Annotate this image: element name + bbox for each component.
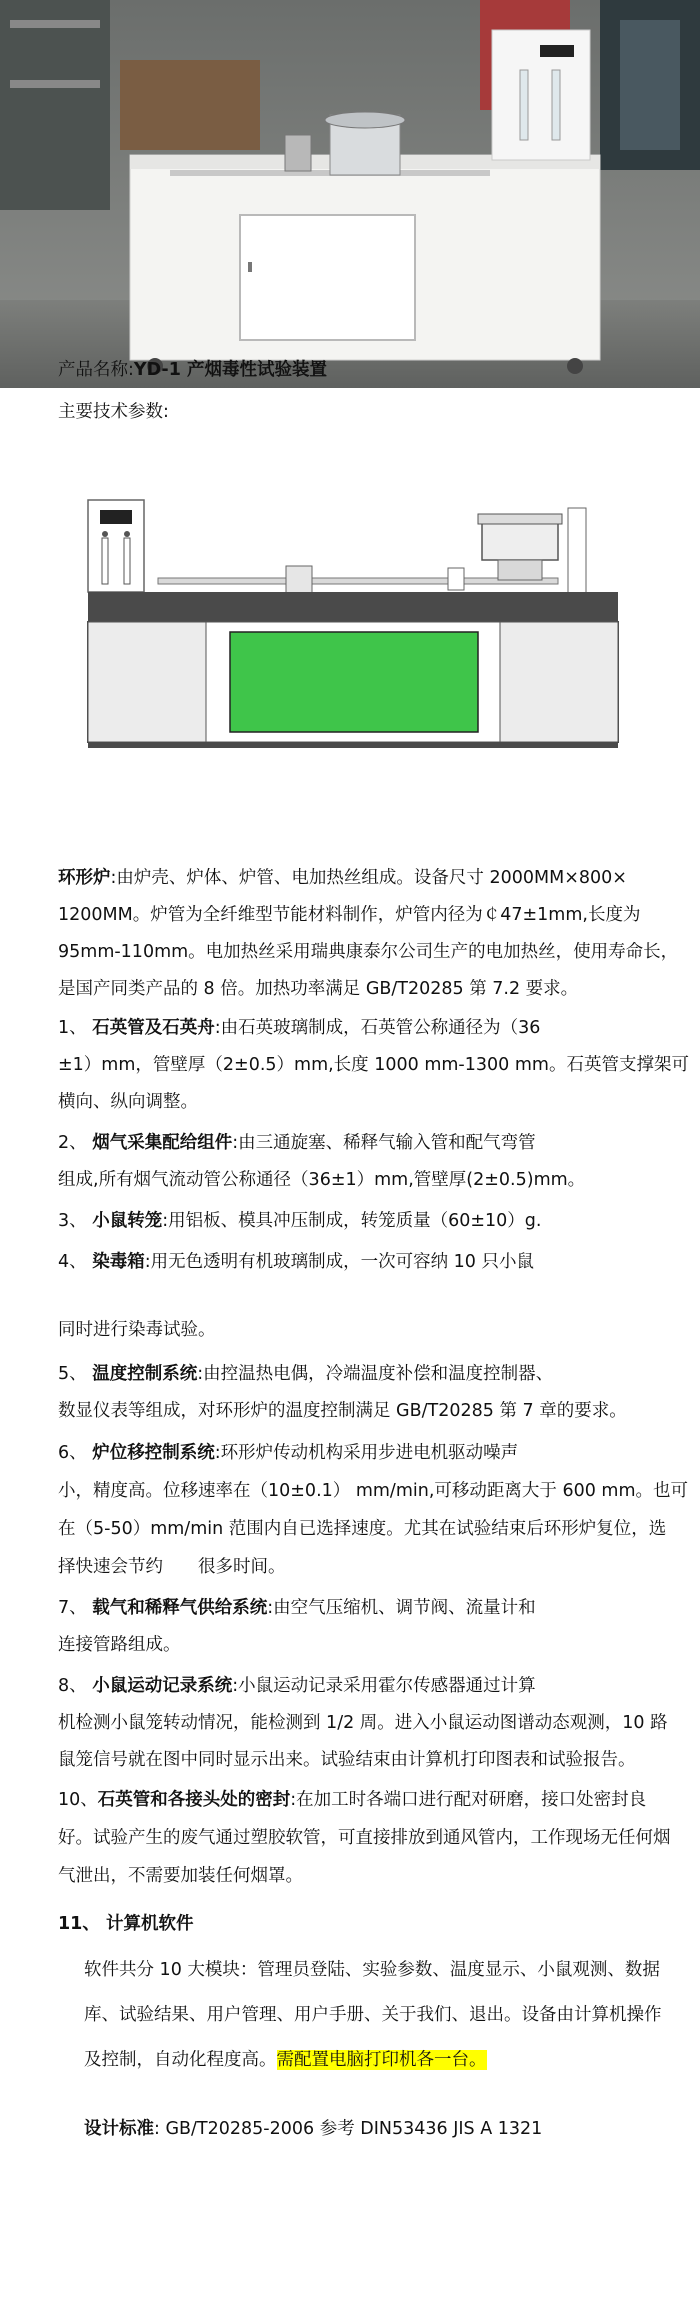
item-title: 石英管和各接头处的密封: [97, 1790, 291, 1810]
item-title: 小鼠运动记录系统: [92, 1676, 233, 1696]
product-name: YD-1 产烟毒性试验装置: [133, 360, 327, 380]
item-number: 8、: [58, 1676, 93, 1696]
para-text: 同时进行染毒试验。: [58, 1320, 216, 1340]
para-text: 择快速会节约 很多时间。: [58, 1557, 286, 1577]
para-text: :由石英玻璃制成，石英管公称通径为（36: [214, 1018, 541, 1038]
para-text: :在加工时各端口进行配对研磨，接口处密封良: [290, 1790, 647, 1810]
item-title: 烟气采集配给组件: [92, 1133, 233, 1153]
para-text: :由控温热电偶，冷端温度补偿和温度控制器、: [197, 1364, 554, 1384]
para-text: 气泄出，不需要加装任何烟罩。: [58, 1866, 303, 1886]
para-furnace-title: 环形炉: [58, 868, 111, 888]
para-text: 库、试验结果、用户管理、用户手册、关于我们、退出。设备由计算机操作: [84, 2005, 662, 2025]
device-schematic: [58, 488, 648, 840]
item-number: 3、: [58, 1211, 93, 1231]
para-text: ±1）mm，管壁厚（2±0.5）mm,长度 1000 mm-1300 mm。石英管支撑架可: [58, 1055, 689, 1075]
para-text: 横向、纵向调整。: [58, 1092, 198, 1112]
item-title: 石英管及石英舟: [92, 1018, 215, 1038]
para-text: 好。试验产生的废气通过塑胶软管，可直接排放到通风管内，工作现场无任何烟: [58, 1828, 671, 1848]
product-label: 产品名称:: [58, 360, 134, 380]
para-text: :由炉壳、炉体、炉管、电加热丝组成。设备尺寸 2000MM×800×: [110, 868, 627, 888]
para-text: 95mm-110mm。电加热丝采用瑞典康泰尔公司生产的电加热丝，使用寿命长，: [58, 942, 679, 962]
item-number: 5、: [58, 1364, 93, 1384]
para-text: :用无色透明有机玻璃制成，一次可容纳 10 只小鼠: [144, 1252, 534, 1272]
para-text: 小，精度高。位移速率在（10±0.1） mm/min,可移动距离大于 600 mm。也可: [58, 1481, 688, 1501]
para-text: 机检测小鼠笼转动情况，能检测到 1/2 周。进入小鼠运动图谱动态观测，10 路: [58, 1713, 668, 1733]
para-text: :环形炉传动机构采用步进电机驱动噪声: [214, 1443, 519, 1463]
product-name-line: [58, 358, 327, 382]
item-7: [58, 1596, 536, 1620]
design-standard-label: 设计标准: [84, 2119, 154, 2139]
item-2: [58, 1131, 536, 1155]
item-title: 温度控制系统: [92, 1364, 198, 1384]
para-text: :由空气压缩机、调节阀、流量计和: [267, 1598, 536, 1618]
para-text: :用铝板、模具冲压制成，转笼质量（60±10）g.: [162, 1211, 542, 1231]
item-1: [58, 1016, 540, 1040]
para-furnace-line-1: [58, 866, 627, 890]
para-text: 在（5-50）mm/min 范围内自已选择速度。尤其在试验结束后环形炉复位，选: [58, 1519, 667, 1539]
para-text: 连接管路组成。: [58, 1635, 181, 1655]
item-6: [58, 1441, 518, 1465]
computer-last-line: [84, 2048, 487, 2072]
para-text: 数显仪表等组成，对环形炉的温度控制满足 GB/T20285 第 7 章的要求。: [58, 1401, 627, 1421]
para-text: 是国产同类产品的 8 倍。加热功率满足 GB/T20285 第 7.2 要求。: [58, 979, 579, 999]
computer-heading: 11、 计算机软件: [58, 1914, 194, 1934]
para-text: 1200MM。炉管为全纤维型节能材料制作，炉管内径为￠47±1mm,长度为: [58, 905, 641, 925]
design-standard: [84, 2117, 542, 2141]
para-text: 软件共分 10 大模块：管理员登陆、实验参数、温度显示、小鼠观测、数据: [84, 1960, 660, 1980]
para-text: 鼠笼信号就在图中同时显示出来。试验结束由计算机打印图表和试验报告。: [58, 1750, 636, 1770]
tech-params-label: 主要技术参数:: [58, 402, 169, 422]
item-number: 7、: [58, 1598, 93, 1618]
item-title: 炉位移控制系统: [92, 1443, 215, 1463]
para-text: :小鼠运动记录采用霍尔传感器通过计算: [232, 1676, 536, 1696]
highlighted-note: 需配置电脑打印机各一台。: [276, 2050, 487, 2070]
item-8: [58, 1674, 536, 1698]
item-title: 染毒箱: [92, 1252, 145, 1272]
para-text: 组成,所有烟气流动管公称通径（36±1）mm,管壁厚(2±0.5)mm。: [58, 1170, 586, 1190]
item-4: [58, 1250, 534, 1274]
item-3: [58, 1209, 541, 1233]
item-5: [58, 1362, 553, 1386]
item-10: [58, 1788, 646, 1812]
item-number: 1、: [58, 1018, 93, 1038]
item-title: 小鼠转笼: [92, 1211, 163, 1231]
para-text: 及控制，自动化程度高。: [84, 2050, 277, 2070]
item-title: 载气和稀释气供给系统: [92, 1598, 268, 1618]
item-number: 6、: [58, 1443, 93, 1463]
item-number: 4、: [58, 1252, 93, 1272]
design-standard-text: : GB/T20285-2006 参考 DIN53436 JIS A 1321: [154, 2119, 543, 2139]
equipment-photo: [0, 0, 700, 388]
para-text: :由三通旋塞、稀释气输入管和配气弯管: [232, 1133, 536, 1153]
item-number: 2、: [58, 1133, 93, 1153]
item-number: 10、: [58, 1790, 98, 1810]
